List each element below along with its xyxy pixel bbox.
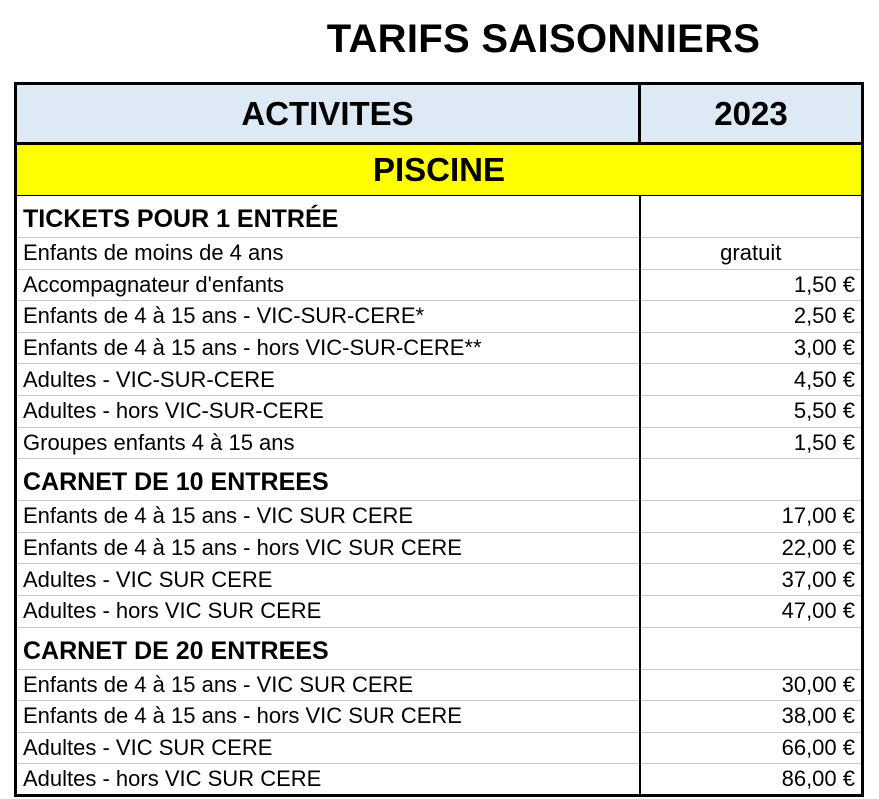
section-price-cell xyxy=(640,459,863,501)
item-price: 86,00 € xyxy=(640,764,863,796)
section-row xyxy=(16,459,863,501)
table-row xyxy=(16,395,863,427)
table-row xyxy=(16,669,863,701)
item-label: Enfants de 4 à 15 ans - VIC-SUR-CERE* xyxy=(16,301,640,333)
item-label: Adultes - hors VIC SUR CERE xyxy=(16,595,640,627)
category-label: PISCINE xyxy=(16,144,863,196)
page-title: TARIFS SAISONNIERS xyxy=(326,17,761,61)
table-row xyxy=(16,332,863,364)
item-label: Adultes - hors VIC SUR CERE xyxy=(16,764,640,796)
item-label: Adultes - VIC SUR CERE xyxy=(16,564,640,596)
item-label: Enfants de 4 à 15 ans - VIC SUR CERE xyxy=(16,669,640,701)
item-label: Adultes - VIC-SUR-CERE xyxy=(16,364,640,396)
section-price-cell xyxy=(640,196,863,238)
table-row xyxy=(16,238,863,270)
item-price: 1,50 € xyxy=(640,427,863,459)
header-year: 2023 xyxy=(640,84,863,144)
header-row xyxy=(16,84,863,144)
section-row xyxy=(16,627,863,669)
section-heading: CARNET DE 20 ENTREES xyxy=(16,627,640,669)
item-label: Adultes - VIC SUR CERE xyxy=(16,732,640,764)
item-price: 5,50 € xyxy=(640,395,863,427)
item-price: 22,00 € xyxy=(640,532,863,564)
table-row xyxy=(16,364,863,396)
item-price: 30,00 € xyxy=(640,669,863,701)
item-label: Enfants de 4 à 15 ans - hors VIC-SUR-CERE** xyxy=(16,332,640,364)
item-price: 37,00 € xyxy=(640,564,863,596)
table-row xyxy=(16,595,863,627)
table-row xyxy=(16,732,863,764)
header-activities: ACTIVITES xyxy=(16,84,640,144)
item-label: Groupes enfants 4 à 15 ans xyxy=(16,427,640,459)
section-price-cell xyxy=(640,627,863,669)
table-row xyxy=(16,532,863,564)
price-table xyxy=(14,82,864,797)
item-price: gratuit xyxy=(640,238,863,270)
item-price: 3,00 € xyxy=(640,332,863,364)
item-label: Enfants de 4 à 15 ans - hors VIC SUR CERE xyxy=(16,532,640,564)
item-label: Accompagnateur d'enfants xyxy=(16,269,640,301)
item-price: 4,50 € xyxy=(640,364,863,396)
table-row xyxy=(16,564,863,596)
table-row xyxy=(16,269,863,301)
table-row xyxy=(16,764,863,796)
item-label: Enfants de 4 à 15 ans - VIC SUR CERE xyxy=(16,501,640,533)
item-price: 17,00 € xyxy=(640,501,863,533)
item-label: Adultes - hors VIC-SUR-CERE xyxy=(16,395,640,427)
table-row xyxy=(16,501,863,533)
section-heading: TICKETS POUR 1 ENTRÉE xyxy=(16,196,640,238)
table-row xyxy=(16,301,863,333)
item-label: Enfants de 4 à 15 ans - hors VIC SUR CERE xyxy=(16,701,640,733)
table-row xyxy=(16,701,863,733)
item-price: 66,00 € xyxy=(640,732,863,764)
item-price: 47,00 € xyxy=(640,595,863,627)
table-row xyxy=(16,427,863,459)
item-price: 38,00 € xyxy=(640,701,863,733)
item-price: 1,50 € xyxy=(640,269,863,301)
item-label: Enfants de moins de 4 ans xyxy=(16,238,640,270)
category-row xyxy=(16,144,863,196)
item-price: 2,50 € xyxy=(640,301,863,333)
section-heading: CARNET DE 10 ENTREES xyxy=(16,459,640,501)
section-row xyxy=(16,196,863,238)
